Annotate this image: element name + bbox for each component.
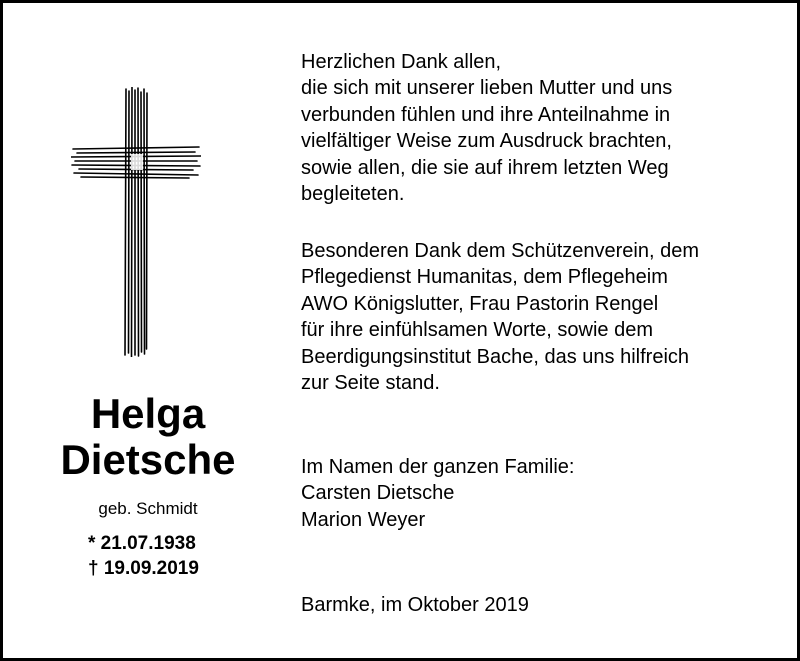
text-line: zur Seite stand. (301, 372, 440, 395)
death-date: † 19.09.2019 (88, 558, 199, 579)
text-line: für ihre einfühlsamen Worte, sowie dem (301, 319, 654, 342)
text-line: Herzlichen Dank allen, (301, 51, 502, 73)
text-line: Carsten Dietsche (301, 482, 455, 505)
thanks-paragraph (301, 49, 781, 207)
special-thanks-paragraph (301, 238, 781, 396)
deceased-last-name: Dietsche (60, 436, 236, 483)
text-line: die sich mit unserer lieben Mutter und uns (301, 77, 673, 100)
text-line: verbunden fühlen und ihre Anteilnahme in (301, 103, 671, 126)
maiden-name: geb. Schmidt (98, 499, 198, 518)
text-line: Pflegedienst Humanitas, dem Pflegeheim (301, 266, 668, 289)
text-line: Barmke, im Oktober 2019 (301, 594, 529, 616)
text-line: begleiteten. (301, 183, 405, 206)
text-line: Marion Weyer (301, 508, 426, 531)
text-line: Besonderen Dank dem Schützenverein, dem (301, 240, 700, 262)
deceased-first-name: Helga (90, 390, 206, 437)
text-line: Beerdigungsinstitut Bache, das uns hilfreich (301, 345, 690, 368)
birth-date: * 21.07.1938 (88, 533, 196, 554)
text-line: vielfältiger Weise zum Ausdruck brachten, (301, 130, 672, 153)
cross-icon (71, 87, 201, 357)
text-line: Im Namen der ganzen Familie: (301, 456, 575, 478)
place-date-line (301, 592, 781, 618)
text-line: sowie allen, die sie auf ihrem letzten Weg (301, 156, 669, 179)
family-signature (301, 454, 781, 533)
text-line: AWO Königslutter, Frau Pastorin Rengel (301, 292, 659, 315)
